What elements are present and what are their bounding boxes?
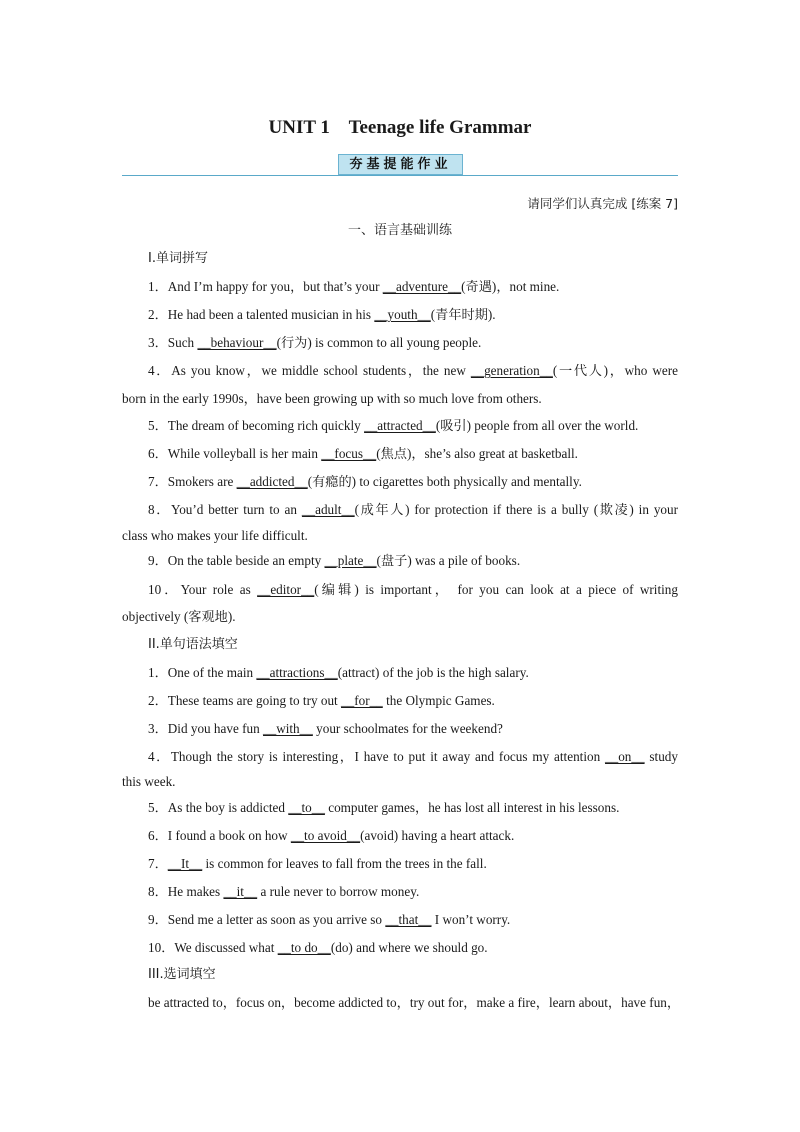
answer-blank: __on__ <box>605 749 645 764</box>
answer-blank: __to__ <box>288 800 325 815</box>
exercise-item: 4．Though the story is interesting，I have to put it away and focus my attention __on__ study <box>148 749 678 764</box>
word-bank: be attracted to，focus on，become addicted to，try out for，make a fire，learn about，have fun， <box>148 995 681 1010</box>
answer-blank: __adventure__ <box>382 279 462 294</box>
answer-blank: __attracted__ <box>364 418 436 433</box>
answer-blank: __plate__ <box>324 553 377 568</box>
answer-blank: __adult__ <box>301 502 355 517</box>
exercise-item-continued: born in the early 1990s，have been growing up with so much love from others. <box>122 391 542 406</box>
exercise-item: 2．These teams are going to try out __for__ the Olympic Games. <box>148 693 495 708</box>
answer-blank: __addicted__ <box>236 474 308 489</box>
answer-blank: __attractions__ <box>256 665 338 680</box>
answer-blank: __for__ <box>341 693 383 708</box>
exercise-item: 9．Send me a letter as soon as you arrive so __that__ I won’t worry. <box>148 912 511 927</box>
answer-blank: __editor__ <box>257 582 315 597</box>
exercise-item: 3．Did you have fun __with__ your schoolmates for the weekend? <box>148 721 503 736</box>
header-divider <box>122 175 678 176</box>
exercise-item: 2．He had been a talented musician in his __youth__(青年时期). <box>148 307 496 322</box>
section-heading-grammar: II.单句语法填空 <box>148 637 238 652</box>
exercise-item: 8．You’d better turn to an __adult__(成年人) for protection if there is a bully (欺凌) in your <box>148 502 678 517</box>
answer-blank: __that__ <box>385 912 432 927</box>
answer-blank: __focus__ <box>321 446 377 461</box>
exercise-item: 3．Such __behaviour__(行为) is common to all young people. <box>148 335 482 350</box>
section-banner: 夯基提能作业 <box>338 154 463 175</box>
answer-blank: __with__ <box>263 721 313 736</box>
exercise-item: 5．As the boy is addicted __to__ computer games，he has lost all interest in his lessons. <box>148 800 620 815</box>
exercise-item: 10．Your role as __editor__(编辑) is important， for you can look at a piece of writing <box>148 582 678 597</box>
practice-note: 请同学们认真完成 [练案 7] <box>527 196 678 211</box>
exercise-item-continued: class who makes your life difficult. <box>122 528 308 543</box>
part-heading: 一、语言基础训练 <box>347 223 452 238</box>
exercise-item-continued: this week. <box>122 774 176 789</box>
answer-blank: __youth__ <box>374 307 431 322</box>
exercise-item: 6．While volleyball is her main __focus__(焦点)，she’s also great at basketball. <box>148 446 578 461</box>
section-heading-spelling: I.单词拼写 <box>148 251 208 266</box>
exercise-item: 6．I found a book on how __to avoid__(avoid) having a heart attack. <box>148 828 515 843</box>
exercise-item: 1．And I’m happy for you，but that’s your __adventure__(奇遇)，not mine. <box>148 279 560 294</box>
section-heading-word-choice: III.选词填空 <box>148 967 216 982</box>
answer-blank: __to do__ <box>277 940 331 955</box>
exercise-item: 7．Smokers are __addicted__(有瘾的) to cigarettes both physically and mentally. <box>148 474 582 489</box>
exercise-item: 9．On the table beside an empty __plate__(盘子) was a pile of books. <box>148 553 521 568</box>
answer-blank: __to avoid__ <box>290 828 361 843</box>
exercise-item: 8．He makes __it__ a rule never to borrow money. <box>148 884 420 899</box>
answer-blank: __It__ <box>167 856 203 871</box>
answer-blank: __generation__ <box>470 363 553 378</box>
answer-blank: __behaviour__ <box>197 335 277 350</box>
exercise-item: 4．As you know，we middle school students，the new __generation__(一代人)，who were <box>148 363 678 378</box>
exercise-item: 7．__It__ is common for leaves to fall from the trees in the fall. <box>148 856 487 871</box>
exercise-item-continued: objectively (客观地). <box>122 609 236 624</box>
exercise-item: 10．We discussed what __to do__(do) and where we should go. <box>148 940 488 955</box>
answer-blank: __it__ <box>223 884 258 899</box>
exercise-item: 1．One of the main __attractions__(attract) of the job is the high salary. <box>148 665 529 680</box>
page-title: UNIT 1 Teenage life Grammar <box>268 117 532 138</box>
exercise-item: 5．The dream of becoming rich quickly __attracted__(吸引) people from all over the world. <box>148 418 639 433</box>
